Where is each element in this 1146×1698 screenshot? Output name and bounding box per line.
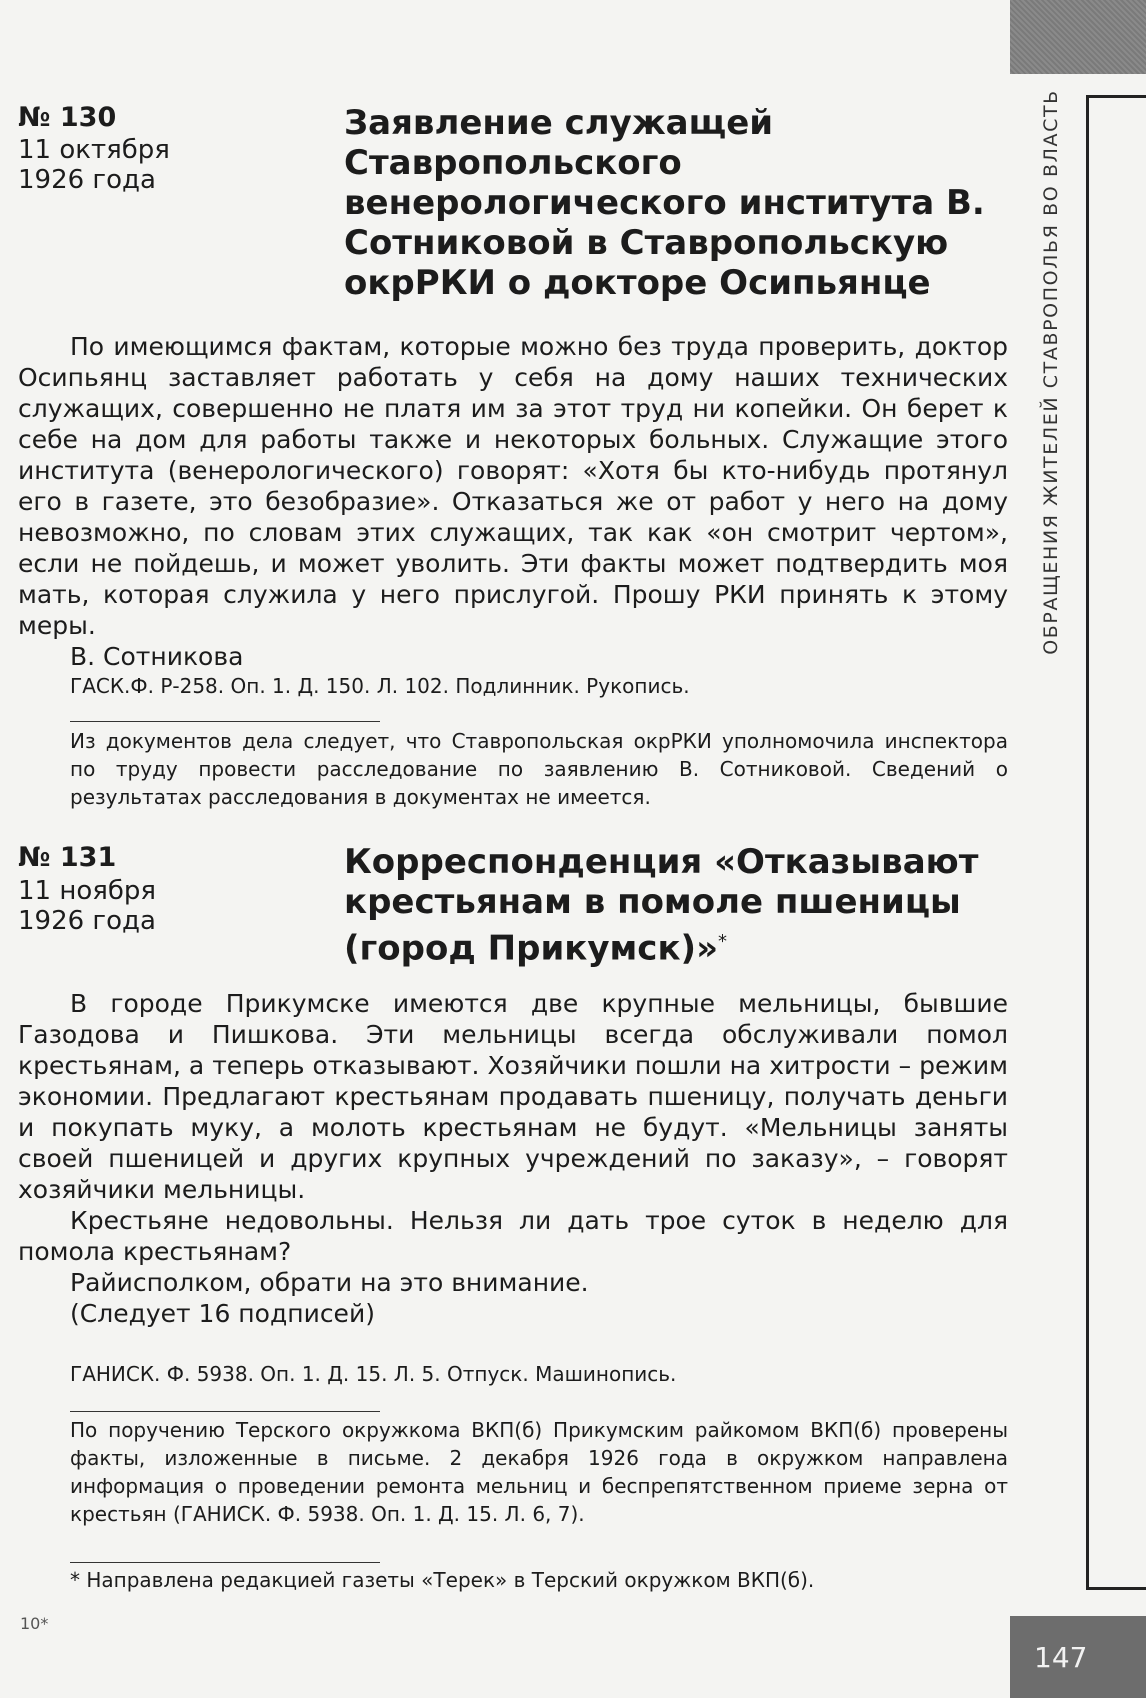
doc-131-footnote: * Направлена редакцией газеты «Терек» в Терский окружком ВКП(б). bbox=[70, 1568, 815, 1592]
doc-130-date-line1: 11 октября bbox=[18, 135, 170, 165]
doc-131-body bbox=[18, 988, 1008, 1329]
doc-131-number: № 131 bbox=[18, 842, 117, 873]
doc-131-signatures-note: (Следует 16 подписей) bbox=[70, 1299, 375, 1328]
doc-130-signature: В. Сотникова bbox=[70, 642, 244, 671]
corner-tab-decoration bbox=[1010, 0, 1146, 74]
doc-130-source: ГАСК.Ф. Р-258. Оп. 1. Д. 150. Л. 102. Подлинник. Рукопись. bbox=[70, 674, 690, 698]
footnote-divider bbox=[70, 1562, 380, 1563]
doc-131-paragraph-3: Райисполком, обрати на это внимание. bbox=[70, 1268, 589, 1297]
doc-131-date-line1: 11 ноября bbox=[18, 876, 157, 906]
doc-131-date-line2: 1926 года bbox=[18, 906, 156, 936]
doc-130-title: Заявление служащей Ставропольского венерологического института В. Сотниковой в Ставропольскую окрРКИ о докторе Осипьянце bbox=[344, 103, 985, 303]
doc-131-source: ГАНИСК. Ф. 5938. Оп. 1. Д. 15. Л. 5. Отпуск. Машинопись. bbox=[70, 1362, 677, 1386]
doc-130-date-line2: 1926 года bbox=[18, 165, 156, 195]
note-divider bbox=[70, 721, 380, 722]
note-divider bbox=[70, 1411, 380, 1412]
page-number: 147 bbox=[1010, 1616, 1146, 1698]
doc-131-title-text: Корреспонденция «Отказывают крестьянам в помоле пшеницы (город Прикумск)» bbox=[344, 842, 979, 969]
doc-130-number: № 130 bbox=[18, 102, 117, 133]
folio-mark: 10* bbox=[20, 1614, 49, 1633]
footnote-marker: * bbox=[718, 931, 728, 952]
doc-131-title bbox=[344, 842, 1004, 968]
doc-131-paragraph-2: Крестьяне недовольны. Нельзя ли дать трое суток в неделю для помола крестьянам? bbox=[18, 1206, 1008, 1266]
side-frame bbox=[1086, 95, 1146, 1590]
doc-130-paragraph: По имеющимся фактам, которые можно без труда проверить, доктор Осипьянц заставляет работать у себя на дому наших технических служащих, совершенно не платя им за этот труд ни копейки. Он берет к себе на дом для работы также и некоторых больных. Служащие этого института (венерологического) говорят: «Хотя бы кто-нибудь протянул его в газете, это безобразие». Отказаться же от работ у него на дому невозможно, по словам этих служащих, так как «он смотрит чертом», если не пойдешь, и может уволить. Эти факты может подтвердить моя мать, которая служила у него прислугой. Прошу РКИ принять к этому меры. bbox=[18, 332, 1008, 640]
section-running-title: ОБРАЩЕНИЯ ЖИТЕЛЕЙ СТАВРОПОЛЬЯ ВО ВЛАСТЬ bbox=[1040, 89, 1062, 655]
doc-131-note: По поручению Терского окружкома ВКП(б) Прикумским райкомом ВКП(б) проверены факты, изложенные в письме. 2 декабря 1926 года в окружком направлена информация о проведении ремонта мельниц и беспрепятственном приеме зерна от крестьян (ГАНИСК. Ф. 5938. Оп. 1. Д. 15. Л. 6, 7). bbox=[70, 1418, 1008, 1526]
doc-130-note: Из документов дела следует, что Ставропольская окрРКИ уполномочила инспектора по труду провести расследование по заявлению В. Сотниковой. Сведений о результатах расследования в документах не имеется. bbox=[70, 729, 1008, 809]
doc-130-body bbox=[18, 331, 1008, 672]
doc-131-paragraph-1: В городе Прикумске имеются две крупные мельницы, бывшие Газодова и Пишкова. Эти мельницы всегда обслуживали помол крестьянам, а теперь отказывают. Хозяйчики пошли на хитрости – режим экономии. Предлагают крестьянам продавать пшеницу, получать деньги и покупать муку, а молоть крестьянам не будут. «Мельницы заняты своей пшеницей и других крупных учреждений по заказу», – говорят хозяйчики мельницы. bbox=[18, 989, 1008, 1204]
